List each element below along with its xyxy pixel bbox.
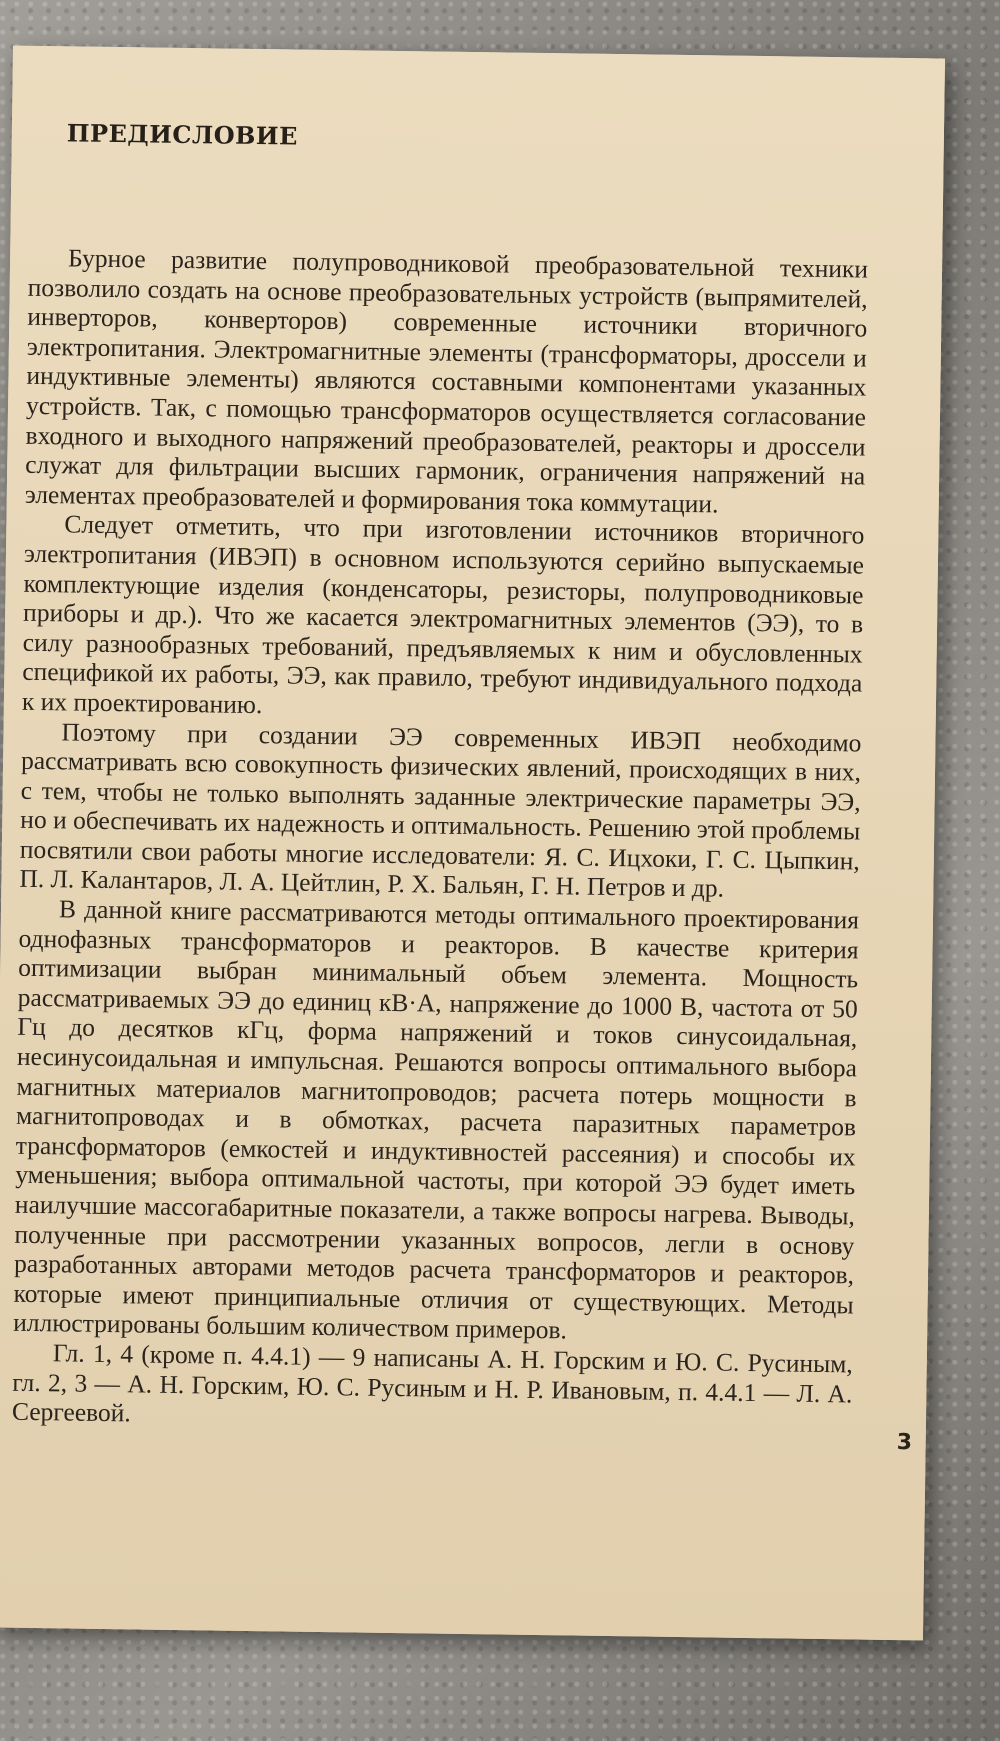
page-number: 3 bbox=[896, 1430, 913, 1456]
paragraph: Следует отметить, что при изготовлении источников вторичного электропитания (ИВЭП) в основном используются серийно выпускаемые комплектующие изделия (конденсаторы, резисторы, полупроводниковые приборы и др.). Что же касается электромагнитных элементов (ЭЭ), то в силу разнообразных требований, предъявляемых к ним и обусловленных спецификой их работы, ЭЭ, как правило, требуют индивидуального подхода к их проектированию. bbox=[21, 509, 865, 720]
paragraph: Поэтому при создании ЭЭ современных ИВЭП необходимо рассматривать всю совокупность физических явлений, происходящих в них, с тем, чтобы не только выполнять заданные электрические параметры ЭЭ, но и обеспечивать их надежность и оптимальность. Решению этой проблемы посвятили свои работы многие исследователи: Я. С. Ицхоки, Г. С. Цыпкин, П. Л. Калантаров, Л. А. Цейтлин, Р. Х. Бальян, Г. Н. Петров и др. bbox=[19, 716, 862, 904]
body-text bbox=[12, 243, 868, 1438]
paragraph: Бурное развитие полупроводниковой преобразовательной техники позволило создать на основе преобразовательных устройств (выпрямителей, инверторов, конверторов) современные источники вторичного электропитания. Электромагнитные элементы (трансформаторы, дроссели и индуктивные элементы) являются составными компонентами указанных устройств. Так, с помощью трансформаторов осуществляется согласование входного и выходного напряжений преобразователей, реакторы и дроссели служат для фильтрации высших гармоник, ограничения напряжений на элементах преобразователей и формирования тока коммутации. bbox=[24, 243, 869, 519]
paragraph: В данной книге рассматриваются методы оптимального проектирования однофазных трансформаторов и реакторов. В качестве критерия оптимизации выбран минимальный объем элемента. Мощность рассматриваемых ЭЭ до единиц кВ·А, напряжение до 1000 В, частота от 50 Гц до десятков кГц, форма напряжений и токов синусоидальная, несинусоидальная и импульсная. Решаются вопросы оптимального выбора магнитных материалов магнитопроводов; расчета потерь мощности в магнитопроводах и в обмотках, расчета паразитных параметров трансформаторов (емкостей и индуктивностей рассеяния) и способы их уменьшения; выбора оптимальной частоты, при которой ЭЭ будет иметь наилучшие массогабаритные показатели, а также вопросы нагрева. Выводы, полученные при рассмотрении указанных вопросов, легли в основу разработанных авторами методов расчета трансформаторов и реакторов, которые имеют принципиальные отличия от существующих. Методы иллюстрированы большим количеством примеров. bbox=[13, 894, 860, 1345]
book-page bbox=[0, 46, 945, 1641]
page-heading: ПРЕДИСЛОВИЕ bbox=[66, 118, 299, 151]
paragraph: Гл. 1, 4 (кроме п. 4.4.1) — 9 написаны А. Н. Горским и Ю. С. Русиным, гл. 2, 3 — А. Н. Горским, Ю. С. Русиным и Н. Р. Ивановым, п. 4.4.1 — Л. А. Сергеевой. bbox=[11, 1338, 853, 1428]
